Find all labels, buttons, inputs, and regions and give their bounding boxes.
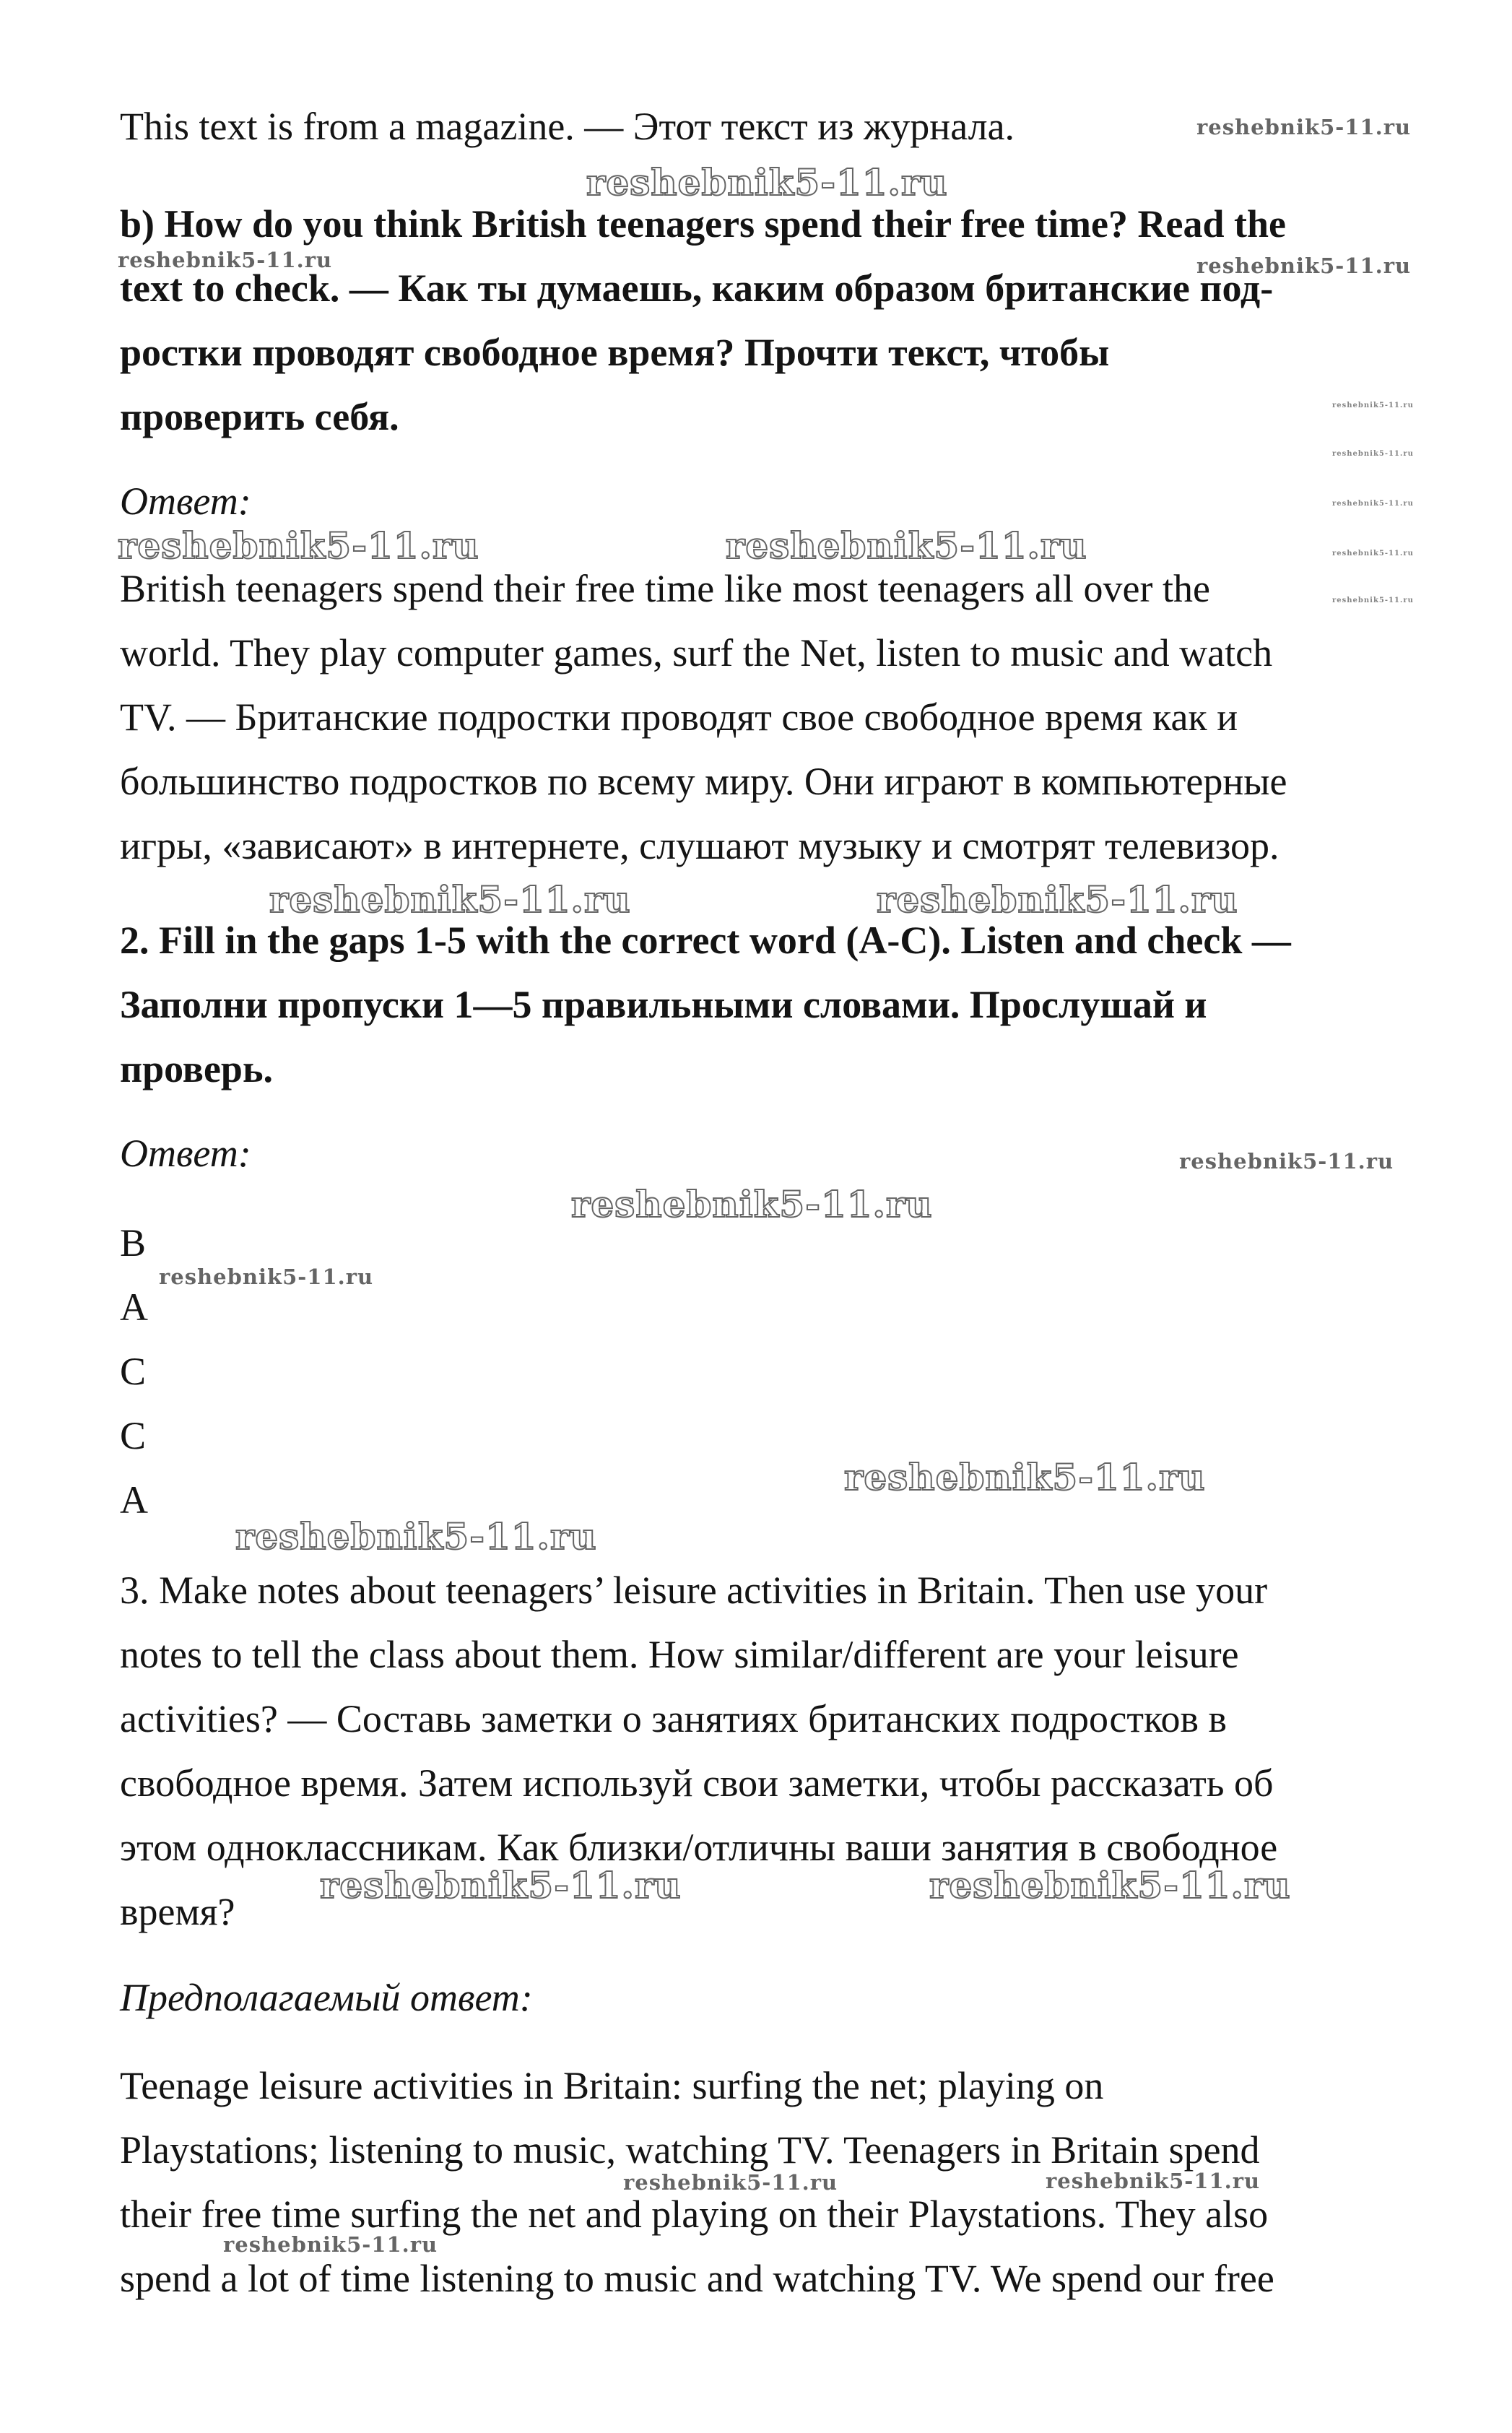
watermark: reshebnik5-11.ru [118, 248, 333, 272]
task-3-line-1: 3. Make notes about teenagers’ leisure activities in Britain. Then use your [120, 1569, 1268, 1612]
task-3-line-6: время? [120, 1890, 235, 1933]
answer-b-line-3: TV. — Британские подростки проводят свое свободное время как и [120, 695, 1238, 739]
answer-3-line-4: spend a lot of time listening to music and watching TV. We spend our free [120, 2257, 1274, 2300]
watermark: reshebnik5-11.ru [1196, 253, 1412, 278]
watermark: reshebnik5-11.ru [586, 161, 948, 204]
watermark: reshebnik5-11.ru [118, 524, 479, 567]
watermark: reshebnik5-11.ru [1332, 450, 1414, 458]
answer-3-line-3: their free time surfing the net and playing on their Playstations. They also [120, 2193, 1269, 2236]
task-b-line-3: ростки проводят свободное время? Прочти текст, чтобы [120, 331, 1110, 374]
task-3-line-2: notes to tell the class about them. How similar/different are your leisure [120, 1633, 1239, 1676]
intro-text: This text is from a magazine. — Этот текст из журнала. [120, 105, 1015, 148]
answer-b-line-5: игры, «зависают» в интернете, слушают музыку и смотрят телевизор. [120, 824, 1279, 867]
watermark: reshebnik5-11.ru [929, 1864, 1291, 1907]
watermark: reshebnik5-11.ru [235, 1515, 597, 1558]
task-b-line-1: b) How do you think British teenagers spend their free time? Read the [120, 202, 1286, 246]
watermark: reshebnik5-11.ru [571, 1183, 933, 1226]
watermark: reshebnik5-11.ru [844, 1456, 1206, 1499]
answer-b-line-4: большинство подростков по всему миру. Они играют в компьютерные [120, 760, 1287, 803]
task-b-line-4: проверить себя. [120, 395, 399, 438]
answer-2-item-4: C [120, 1414, 147, 1457]
watermark: reshebnik5-11.ru [1046, 2169, 1261, 2193]
answer-2-item-2: A [120, 1285, 148, 1329]
watermark: reshebnik5-11.ru [1332, 597, 1414, 604]
task-2-line-3: проверь. [120, 1047, 274, 1090]
watermark: reshebnik5-11.ru [1196, 115, 1412, 139]
answer-2-label: Ответ: [120, 1132, 251, 1175]
watermark: reshebnik5-11.ru [877, 878, 1238, 921]
watermark: reshebnik5-11.ru [159, 1265, 374, 1289]
watermark: reshebnik5-11.ru [1332, 550, 1414, 558]
answer-3-line-1: Teenage leisure activities in Britain: surfing the net; playing on [120, 2064, 1104, 2107]
answer-3-label: Предполагаемый ответ: [120, 1976, 533, 2019]
task-2-line-2: Заполни пропуски 1—5 правильными словами. Прослушай и [120, 983, 1207, 1026]
answer-b-line-2: world. They play computer games, surf the Net, listen to music and watch [120, 631, 1273, 675]
answer-3-line-2: Playstations; listening to music, watching TV. Teenagers in Britain spend [120, 2128, 1260, 2172]
task-2-line-1: 2. Fill in the gaps 1-5 with the correct word (A-C). Listen and check — [120, 919, 1291, 962]
answer-b-line-1: British teenagers spend their free time like most teenagers all over the [120, 567, 1210, 610]
answer-2-item-1: B [120, 1221, 147, 1265]
watermark: reshebnik5-11.ru [1332, 402, 1414, 409]
watermark: reshebnik5-11.ru [269, 878, 631, 921]
watermark: reshebnik5-11.ru [223, 2232, 438, 2257]
watermark: reshebnik5-11.ru [623, 2170, 838, 2195]
answer-b-label: Ответ: [120, 480, 251, 523]
answer-2-item-5: A [120, 1478, 148, 1522]
watermark: reshebnik5-11.ru [1179, 1149, 1394, 1174]
watermark: reshebnik5-11.ru [1332, 500, 1414, 508]
task-b-line-2: text to check. — Как ты думаешь, каким образом британские под- [120, 266, 1274, 310]
task-3-line-4: свободное время. Затем используй свои заметки, чтобы рассказать об [120, 1761, 1274, 1805]
watermark: reshebnik5-11.ru [320, 1864, 682, 1907]
answer-2-item-3: C [120, 1350, 147, 1393]
watermark: reshebnik5-11.ru [726, 524, 1087, 567]
task-3-line-3: activities? — Составь заметки о занятиях британских подростков в [120, 1697, 1227, 1740]
task-3-line-5: этом одноклассникам. Как близки/отличны ваши занятия в свободное [120, 1826, 1278, 1869]
